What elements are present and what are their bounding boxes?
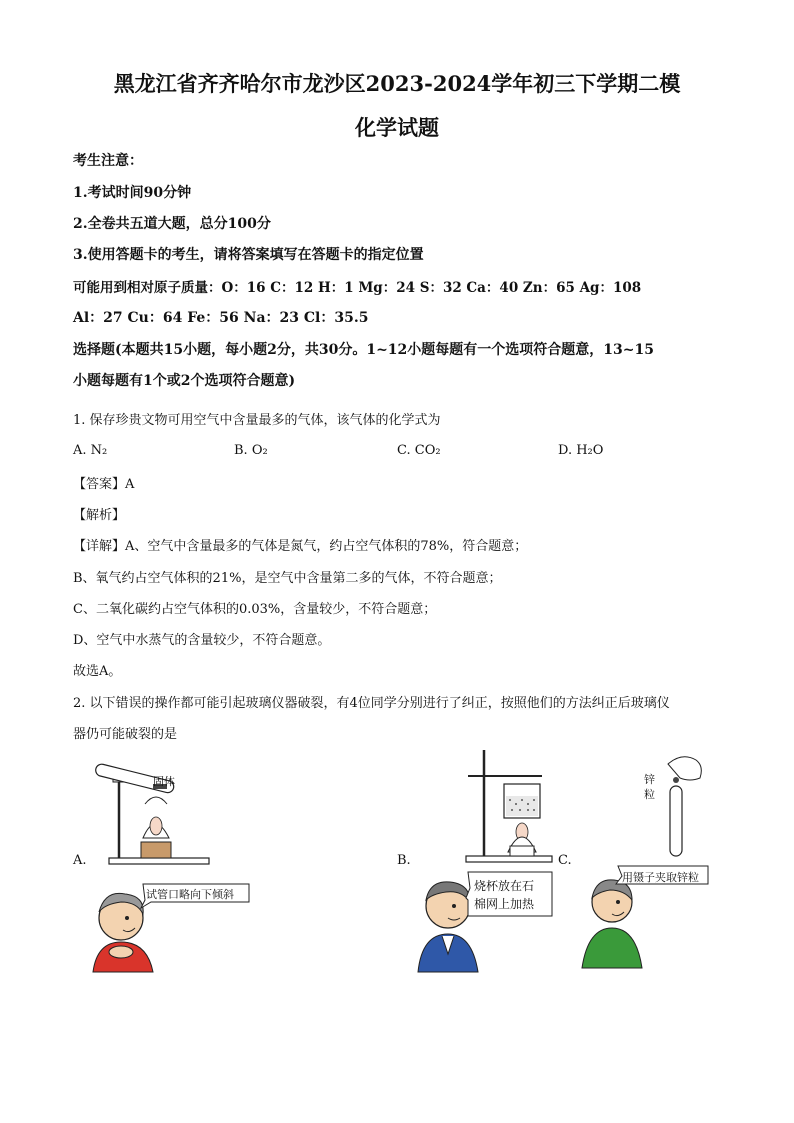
figure-b-option: B. xyxy=(397,853,411,868)
figure-b-speech: 棉网上加热 xyxy=(474,897,535,911)
figure-a-option: A. xyxy=(73,853,87,868)
atomic-mass-line: Al：27 Cu：64 Fe：56 Na：23 Cl：35.5 xyxy=(73,310,369,326)
notice-item: 1.考试时间90分钟 xyxy=(73,185,192,201)
figure-b-illustration xyxy=(412,748,562,973)
atomic-mass-line: 可能用到相对原子质量：O：16 C：12 H：1 Mg：24 S：32 Ca：40 Zn：65 Ag：108 xyxy=(73,280,642,296)
option-c: C. CO₂ xyxy=(397,443,441,458)
answer: 【答案】A xyxy=(73,477,135,492)
notice-item: 3.使用答题卡的考生，请将答案填写在答题卡的指定位置 xyxy=(73,247,424,263)
figure-c-option: C. xyxy=(558,853,572,868)
detail-line: C、二氧化碳约占空气体积的0.03%，含量较少，不符合题意； xyxy=(73,602,437,617)
figure-c-label: 锌 xyxy=(644,773,655,786)
option-b: B. O₂ xyxy=(234,443,268,458)
figure-a-speech: 试管口略向下倾斜 xyxy=(146,888,234,901)
figure-a-label: 固体 xyxy=(153,775,175,788)
section-instruction: 选择题(本题共15小题，每小题2分，共30分。1~12小题每题有一个选项符合题意，13~15 xyxy=(73,342,654,358)
page-title: 黑龙江省齐齐哈尔市龙沙区2023-2024学年初三下学期二模 xyxy=(113,71,681,96)
figure-c-speech: 用镊子夹取锌粒 xyxy=(622,871,699,884)
question-2-stem: 器仍可能破裂的是 xyxy=(73,727,178,742)
option-a: A. N₂ xyxy=(73,443,108,458)
notice-item: 2.全卷共五道大题，总分100分 xyxy=(73,216,271,232)
analysis-heading: 【解析】 xyxy=(73,508,126,523)
figure-a-illustration xyxy=(85,760,265,975)
detail-line: D、空气中水蒸气的含量较少，不符合题意。 xyxy=(73,633,331,648)
figure-c-label: 粒 xyxy=(644,788,655,801)
question-2-stem: 2. 以下错误的操作都可能引起玻璃仪器破裂，有4位同学分别进行了纠正，按照他们的方法纠正后玻璃仪 xyxy=(73,696,670,711)
notice-heading: 考生注意： xyxy=(73,153,143,169)
question-1-stem: 1. 保存珍贵文物可用空气中含量最多的气体，该气体的化学式为 xyxy=(73,413,441,428)
section-instruction: 小题每题有1个或2个选项符合题意) xyxy=(73,373,296,389)
option-d: D. H₂O xyxy=(558,443,604,458)
figure-b-speech: 烧杯放在石 xyxy=(474,879,535,893)
detail-line: B、氧气约占空气体积的21%，是空气中含量第二多的气体，不符合题意； xyxy=(73,571,502,586)
detail-line: 故选A。 xyxy=(73,664,122,679)
page-subtitle: 化学试题 xyxy=(355,115,439,140)
detail-line: 【详解】A、空气中含量最多的气体是氮气，约占空气体积的78%，符合题意； xyxy=(73,539,528,554)
